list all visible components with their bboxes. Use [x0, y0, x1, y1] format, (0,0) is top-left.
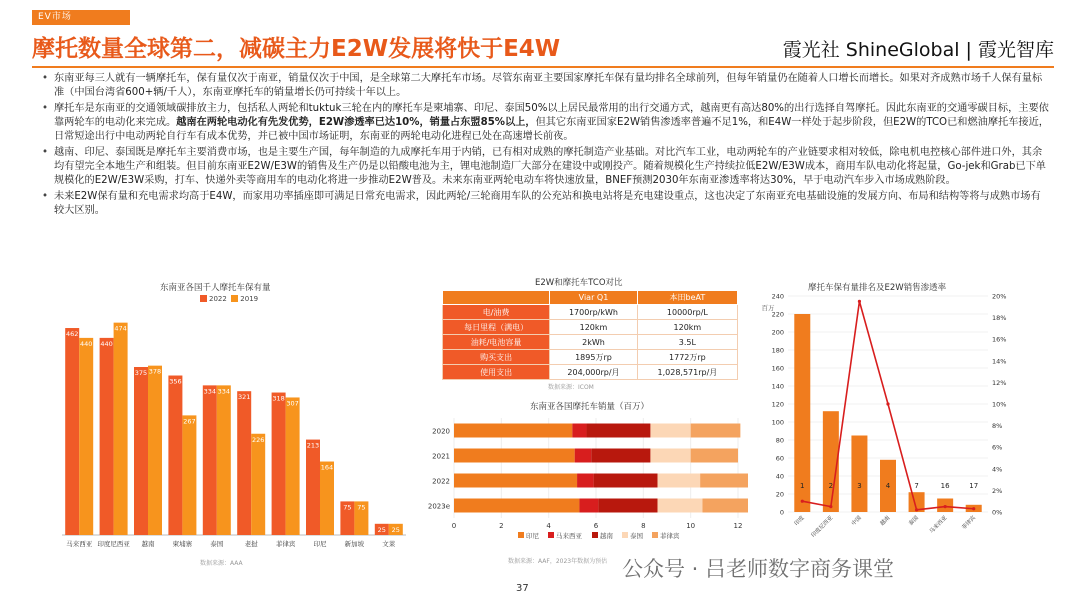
sales-stacked-bar-chart [418, 414, 748, 548]
bar [203, 385, 217, 535]
line-point [972, 507, 975, 510]
bar-segment [650, 449, 690, 463]
x-tick-label: 10 [686, 522, 696, 530]
bar-segment [587, 424, 651, 438]
x-tick-label: 菲律宾 [961, 515, 978, 532]
line-point [886, 402, 889, 405]
y-tick-label: 20 [775, 490, 784, 499]
ownership-penetration-combo-chart [752, 292, 1024, 540]
x-tick-label: 2 [499, 522, 504, 530]
data-label: 356 [169, 377, 182, 386]
tco-title: E2W和摩托车TCO对比 [535, 278, 623, 288]
y2-tick-label: 6% [992, 443, 1003, 452]
data-label: 164 [320, 463, 334, 472]
x-tick-label: 老挝 [244, 540, 258, 548]
bar [251, 434, 265, 535]
table-cell: 10000rp/L [637, 305, 737, 320]
y-tick-label: 160 [771, 364, 784, 373]
bullet-item [40, 190, 1050, 218]
data-label: 25 [391, 525, 400, 534]
data-label: 440 [100, 339, 113, 348]
x-tick-label: 柬埔寨 [172, 540, 193, 548]
watermark: 公众号 · 吕老师数字商务课堂 [622, 557, 895, 581]
bar-segment [700, 474, 748, 488]
bullet-highlight: 越南在两轮电动化有先发优势，E2W渗透率已达10%，销量占东盟85%以上， [176, 117, 536, 128]
legend-swatch [231, 295, 238, 302]
y-tick-label: 60 [775, 454, 784, 463]
table-cell: 2kWh [550, 335, 638, 350]
bar-segment [658, 499, 703, 513]
rank-label: 17 [969, 482, 979, 490]
table-cell: 1700rp/kWh [550, 305, 638, 320]
title-divider [32, 66, 1054, 68]
y2-tick-label: 8% [992, 422, 1003, 431]
bar [168, 376, 182, 535]
bar-segment [454, 449, 575, 463]
y-tick-label: 80 [775, 436, 784, 445]
y-tick-label: 2020 [432, 427, 450, 436]
tco-header: 本田beAT [637, 291, 737, 305]
row-label: 油耗/电池容量 [443, 335, 550, 350]
bar-segment [591, 449, 650, 463]
data-label: 440 [79, 339, 93, 348]
bar [272, 393, 286, 535]
data-label: 334 [217, 387, 231, 396]
bar-segment [579, 499, 598, 513]
data-label: 378 [148, 367, 162, 376]
bullet-text: 未来E2W保有量和充电需求均高于E4W，而家用功率插座即可满足日常充电需求，因此两轮/三轮商用车队的公充站和换电站将是充电建设重点，这也决定了东南亚充电基础设施的发展方向、布局和结构等将与成熟市场有较大区别。 [54, 191, 1041, 216]
y-tick-label: 200 [771, 328, 784, 337]
row-label: 购买支出 [443, 350, 550, 365]
line-point [944, 505, 947, 508]
bar [306, 440, 320, 535]
legend-label: 越南 [600, 532, 613, 540]
x-tick-label: 马来西亚 [66, 540, 93, 548]
legend-label: 2022 [209, 295, 227, 303]
bar-segment [454, 499, 579, 513]
x-tick-label: 菲律宾 [275, 540, 296, 548]
data-label: 226 [251, 435, 265, 444]
rank-label: 1 [800, 482, 805, 490]
y2-tick-label: 12% [992, 378, 1007, 387]
y-tick-label: 180 [771, 346, 784, 355]
x-tick-label: 8 [641, 522, 646, 530]
table-row [443, 335, 738, 350]
line-point [801, 500, 804, 503]
y2-tick-label: 10% [992, 400, 1007, 409]
y2-tick-label: 16% [992, 335, 1007, 344]
rank-label: 2 [828, 482, 834, 490]
data-label: 318 [272, 394, 285, 403]
bar-segment [691, 424, 741, 438]
section-tag: EV市场 [32, 10, 130, 25]
data-label: 307 [286, 399, 299, 408]
bar [217, 385, 231, 535]
x-tick-label: 新加坡 [344, 540, 365, 548]
row-label: 使用支出 [443, 365, 550, 380]
x-tick-label: 中国 [850, 515, 863, 528]
bar [79, 338, 93, 535]
x-tick-label: 文莱 [382, 540, 396, 548]
bar [182, 415, 196, 535]
x-tick-label: 越南 [879, 515, 892, 528]
line-point [858, 300, 861, 303]
x-tick-label: 越南 [141, 540, 155, 548]
rank-label: 7 [914, 482, 919, 490]
table-row [443, 365, 738, 380]
x-tick-label: 马来西亚 [928, 515, 949, 535]
legend-swatch [518, 532, 524, 538]
y-tick-label: 220 [771, 310, 784, 319]
bar [237, 391, 251, 535]
legend-swatch [652, 532, 658, 538]
data-label: 321 [237, 393, 251, 402]
tco-source: 数据来源：ICOM [548, 384, 594, 391]
y-tick-label: 0 [779, 508, 784, 517]
y-tick-label: 2023e [427, 502, 450, 511]
table-cell: 1772万rp [637, 350, 737, 365]
y-tick-label: 40 [775, 472, 784, 481]
bullet-text: 但其它东南亚国家E2W销售渗透率普遍不足1%，和E4W一样处于起步阶段，但E2W的TCO已和燃油摩托车接近，日常短途出行中电动两轮自行车有成本优势，并已被中国市场证明，东南亚的两轮电动化进程已处在高速增长前夜。 [54, 117, 1049, 142]
table-cell: 1895万rp [550, 350, 638, 365]
legend-swatch [200, 295, 207, 302]
y-tick-label: 100 [771, 418, 784, 427]
y-tick-label: 2022 [432, 477, 450, 486]
x-tick-label: 0 [451, 522, 457, 530]
page-title: 摩托数量全球第二，减碳主力E2W发展将快于E4W [32, 36, 561, 62]
bar-segment [703, 499, 749, 513]
x-tick-label: 印度尼西亚 [810, 515, 835, 539]
bullet-item [40, 102, 1050, 144]
bar-segment [598, 499, 657, 513]
chart2-title: 东南亚各国摩托车销量（百万） [530, 402, 650, 412]
bar [100, 338, 114, 535]
bar-segment [594, 474, 658, 488]
y-tick-label: 2021 [432, 452, 450, 461]
x-tick-label: 4 [546, 522, 551, 530]
bar [148, 366, 162, 535]
bar [286, 397, 300, 535]
data-label: 75 [343, 503, 352, 512]
y-tick-label: 120 [771, 400, 784, 409]
bar [134, 367, 148, 535]
table-cell: 204,000rp/月 [550, 365, 638, 380]
bullet-item [40, 72, 1050, 100]
bar-segment [454, 424, 572, 438]
x-tick-label: 12 [733, 522, 743, 530]
y2-tick-label: 2% [992, 486, 1003, 495]
x-tick-label: 印尼 [313, 540, 327, 548]
chart3-title: 摩托车保有量排名及E2W销售渗透率 [808, 283, 947, 293]
table-row [443, 305, 738, 320]
rank-label: 16 [940, 482, 950, 490]
bar-segment [650, 424, 690, 438]
table-cell: 3.5L [637, 335, 737, 350]
y2-tick-label: 18% [992, 314, 1007, 323]
chart1-legend [200, 295, 258, 303]
legend-swatch [622, 532, 628, 538]
tco-header [443, 291, 550, 305]
bar-segment [572, 424, 586, 438]
table-cell: 1,028,571rp/月 [637, 365, 737, 380]
bullet-list [40, 72, 1050, 220]
row-label: 每日里程（满电） [443, 320, 550, 335]
y-tick-label: 140 [771, 382, 784, 391]
legend-label: 2019 [240, 295, 259, 303]
chart1-title: 东南亚各国千人摩托车保有量 [160, 283, 271, 293]
y-tick-label: 240 [771, 292, 784, 301]
data-label: 375 [134, 369, 148, 377]
brand-logo: 霞光社 ShineGlobal | 霞光智库 [782, 39, 1054, 61]
legend-label: 泰国 [630, 532, 643, 540]
y2-tick-label: 4% [992, 465, 1003, 474]
data-label: 213 [306, 441, 320, 450]
y2-tick-label: 14% [992, 357, 1007, 366]
bar-segment [658, 474, 701, 488]
legend-swatch [592, 532, 598, 538]
legend-label: 马来西亚 [556, 532, 582, 540]
bullet-item [40, 146, 1050, 188]
line-point [915, 508, 918, 511]
y2-tick-label: 20% [992, 292, 1007, 301]
data-label: 474 [114, 324, 127, 333]
bar-segment [691, 449, 738, 463]
bar-segment [454, 474, 577, 488]
x-tick-label: 泰国 [907, 515, 920, 528]
x-tick-label: 6 [593, 522, 599, 530]
bar [114, 323, 128, 535]
bar-segment [577, 474, 594, 488]
bar [320, 462, 334, 535]
row-label: 电/油费 [443, 305, 550, 320]
data-label: 462 [65, 330, 79, 339]
bullet-text: 东南亚每三人就有一辆摩托车，保有量仅次于南亚，销量仅次于中国，是全球第二大摩托车市场。尽管东南亚主要国家摩托车保有量均排名全球前列，但每年销量仍在随着人口增长而增长。如果对齐成熟市场千人保有量标准（中国台湾省600+辆/千人），东南亚摩托车的销量增长仍可持续十年以上。 [54, 73, 1043, 98]
bullet-text: 摩托车是东南亚的交通领域碳排放主力，包括私人两轮和tuktuk三轮在内的摩托车是柬埔寨、印尼、泰国50%以上居民最常用的出行交通方式，越南更有高达80%的出行选择自驾摩托。因此东南亚的交通零碳目标，主要依靠两轮车的电动化来完成。 [54, 103, 1049, 128]
data-label: 75 [357, 503, 366, 512]
x-tick-label: 印度尼西亚 [97, 540, 130, 548]
legend-label: 菲律宾 [660, 532, 680, 540]
data-label: 334 [203, 387, 217, 396]
data-label: 25 [377, 525, 386, 534]
page-number: 37 [516, 583, 529, 594]
table-row [443, 320, 738, 335]
chart2-source: 数据来源：AAF，2023年数据为预估 [508, 558, 608, 565]
bar [851, 436, 867, 513]
tco-table [442, 290, 738, 380]
table-row [443, 350, 738, 365]
line-point [829, 505, 832, 508]
rank-label: 3 [857, 482, 862, 490]
bar-segment [575, 449, 592, 463]
tco-header: Viar Q1 [550, 291, 638, 305]
chart1-source: 数据来源：AAA [200, 560, 243, 567]
table-cell: 120km [550, 320, 638, 335]
rank-label: 4 [885, 482, 891, 490]
data-label: 267 [183, 417, 196, 426]
x-tick-label: 泰国 [210, 540, 224, 548]
y-axis-label: 百万 [761, 304, 775, 312]
table-cell: 120km [637, 320, 737, 335]
y2-tick-label: 0% [992, 508, 1003, 517]
bullet-text: 越南、印尼、泰国既是摩托车主要消费市场，也是主要生产国，每年制造的九成摩托车用于内销，已有相对成熟的摩托制造产业基础。对比汽车工业，电动两轮车的产业链要求相对较低，除电机电控核心部件进口外，其余均有望完全本地生产和组装。但目前东南亚E2W/E3W的销售及生产仍是以铅酸电池为主，锂电池制造厂大部分在建设中或刚投产。随着规模化生产持续拉低E2W/E3W成本，商用车队电动化将起量，Go-jek和Grab已下单规模化的E2W/E3W采购，打车、快递外卖等商用车的电动化将进一步推动E2W普及。未来东南亚两轮电动车将快速放量，BNEF预测2030年东南亚渗透率将达30%，早于电动汽车步入市场成熟阶段。 [54, 147, 1046, 186]
bar [65, 328, 79, 535]
ownership-bar-chart [58, 305, 410, 555]
legend-label: 印尼 [526, 532, 539, 540]
legend-swatch [548, 532, 554, 538]
x-tick-label: 印度 [793, 515, 806, 528]
